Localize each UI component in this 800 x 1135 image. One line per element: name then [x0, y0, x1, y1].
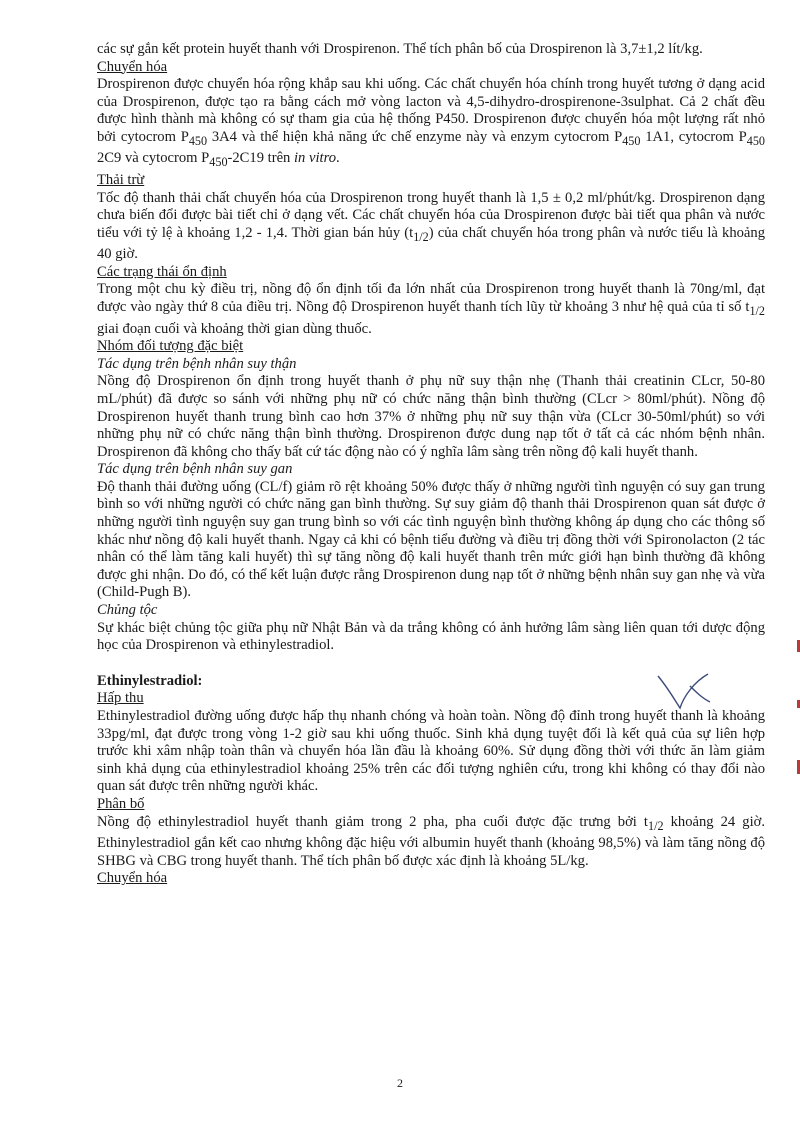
heading-metabolism: Chuyển hóa: [97, 58, 168, 75]
heading-hepatic: Tác dụng trên bệnh nhân suy gan: [97, 461, 293, 478]
page-number: 2: [397, 1076, 403, 1090]
paragraph-steady-state: Trong một chu kỳ điều trị, nồng độ ổn định tối đa lớn nhất của Drospirenon trong huyết thanh là 70ng/ml, đạt được vào ngày thứ 8 của điều trị. Nồng độ Drospirenon huyết thanh tích lũy từ khoảng 3 như hệ quả của tỉ số $t_{1/2}$ giai đoạn cuối và khoảng thời gian dùng thuốc.: [97, 281, 765, 337]
paragraph-race: Sự khác biệt chủng tộc giữa phụ nữ Nhật Bản và da trắng không có ảnh hưởng lâm sàng liên quan tới dược động học của Drospirenon và ethinylestradiol.: [97, 619, 765, 654]
heading-absorption: Hấp thu: [97, 690, 144, 707]
paragraph-hepatic: Độ thanh thải đường uống (CL/f) giảm rõ rệt khoảng 50% được thấy ở những người tình nguyện có suy gan trung bình so với những người có chức năng gan bình thường. Sự suy giảm độ thanh thải Drospirenon quan sát được ở những người tình nguyện suy gan trung bình so với các tình nguyện bình thường không áp dụng cho các thông số khác như nồng độ kali huyết thanh. Ngay cả khi có bệnh tiểu đường và điều trị đồng thời với Spironolacton (2 tác nhân có thể làm tăng kali huyết) thì sự tăng nồng độ kali huyết thanh trên mức giới hạn bình thường đã không được ghi nhận. Do đó, có thể kết luận được rằng Drospirenon dung nạp tốt ở những bệnh nhân suy gan nhẹ và vừa (Child-Pugh B).: [97, 478, 765, 601]
document-body: [97, 41, 765, 888]
heading-metabolism-2: Chuyển hóa: [97, 870, 168, 887]
heading-elimination: Thải trừ: [97, 171, 145, 188]
heading-distribution: Phân bố: [97, 795, 145, 812]
heading-steady-state: Các trạng thái ổn định: [97, 263, 227, 280]
heading-special-groups: Nhóm đối tượng đặc biệt: [97, 338, 244, 355]
signature-mark: [650, 668, 720, 714]
paragraph-distribution: Nồng độ ethinylestradiol huyết thanh giảm trong 2 pha, pha cuối được đặc trưng bởi $t_{1/2}$ khoảng 24 giờ. Ethinylestradiol gắn kết cao nhưng không đặc hiệu với albumin huyết thanh (khoảng 98,5%) và làm tăng nồng độ SHBG và CBG trong huyết thanh. Thể tích phân bố được xác định là khoảng 5L/kg.: [97, 813, 765, 869]
paragraph-distribution-end: các sự gắn kết protein huyết thanh với Drospirenon. Thể tích phân bố của Drospirenon là 3,7±1,2 lít/kg.: [97, 41, 703, 57]
heading-ethinylestradiol: Ethinylestradiol:: [97, 672, 203, 689]
paragraph-elimination: Tốc độ thanh thải chất chuyển hóa của Drospirenon trong huyết thanh là 1,5 ± 0,2 ml/phút/kg. Drospirenon dạng chưa biến đổi được bài tiết chỉ ở dạng vết. Các chất chuyển hóa của Drospirenon được bài tiết qua phân và nước tiểu với tỷ lệ à khoảng 1,2 - 1,4. Thời gian bán hủy $(t_{1/2})$ của chất chuyển hóa trong phân và nước tiểu là khoảng 40 giờ.: [97, 189, 765, 263]
paragraph-renal: Nồng độ Drospirenon ổn định trong huyết thanh ở phụ nữ suy thận nhẹ (Thanh thải creatinin CLcr, 50-80 mL/phút) đã được so sánh với những phụ nữ có chức năng thận bình thường (CLcr > 80ml/phút). Nồng độ Drospirenon huyết thanh trung bình cao hơn 37% ở những phụ nữ suy thận vừa (CLcr 30-50ml/phút) so với những phụ nữ có chức năng thận bình thường. Drospirenon được dung nạp tốt ở tất cả các nhóm bệnh nhân. Drospirenon đã không cho thấy bất cứ tác động nào có ý nghĩa lâm sàng trên nồng độ kali huyết thanh.: [97, 373, 765, 460]
heading-race: Chủng tộc: [97, 602, 158, 619]
paragraph-metabolism: Drospirenon được chuyển hóa rộng khắp sau khi uống. Các chất chuyển hóa chính trong huyết tương ở dạng acid của Drospirenon, được tạo ra bằng cách mở vòng lacton và 4,5-dihydro-drospirenone-3sulphat. Cả 2 chất đều được hình thành mà không có sự tham gia của hệ thống P450. Drospirenon được chuyển hóa một lượng rất nhỏ bởi cytocrom $P_{450}$ 3A4 và thể hiện khả năng ức chế enzyme này và enzym cytocrom $P_{450}$ 1A1, cytocrom $P_{450}$ 2C9 và cytocrom $P_{450}-2C19$ trên in vitro.: [97, 76, 765, 170]
heading-renal: Tác dụng trên bệnh nhân suy thận: [97, 355, 297, 372]
paragraph-absorption: Ethinylestradiol đường uống được hấp thụ nhanh chóng và hoàn toàn. Nồng độ đỉnh trong huyết thanh là khoảng 33pg/ml, đạt được trong vòng 1-2 giờ sau khi uống thuốc. Sinh khả dụng tuyệt đối là kết quả của sự liên hợp trước khi xâm nhập toàn thân và chuyển hóa lần đầu là khoảng 60%. Sử dụng đồng thời với thức ăn làm giảm sinh khả dụng của ethinylestradiol khoảng 25% trên các đối tượng nghiên cứu, trong khi không có thay đổi nào quan sát được trên những người khác.: [97, 708, 765, 795]
